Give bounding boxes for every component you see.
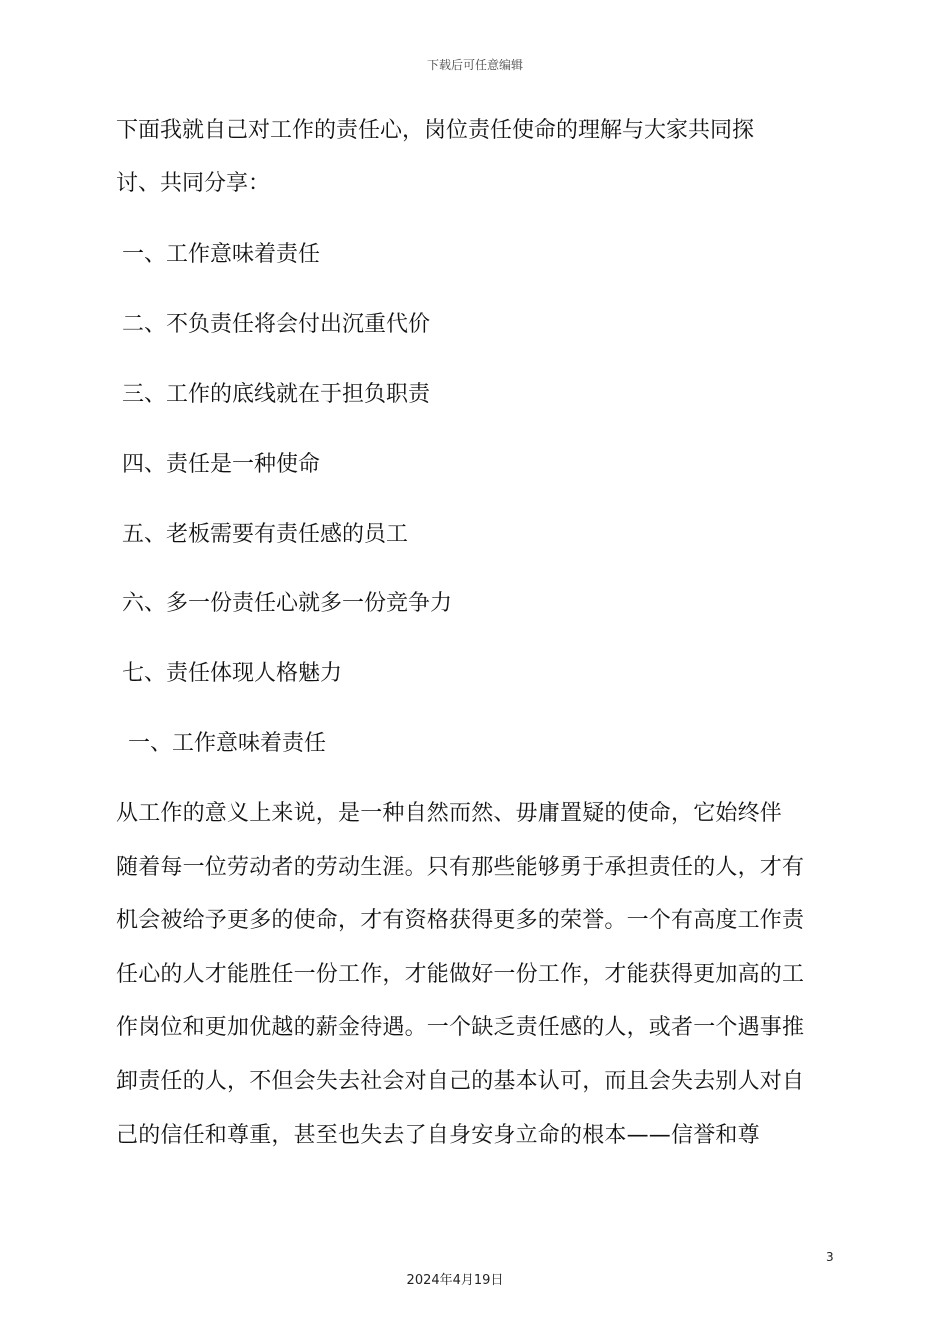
outline-item: 一、工作意味着责任: [122, 242, 321, 267]
outline-item: 五、老板需要有责任感的员工: [122, 522, 409, 547]
page-number: 3: [826, 1250, 834, 1264]
paragraph-line: 任心的人才能胜任一份工作，才能做好一份工作，才能获得更加高的工: [116, 961, 805, 987]
paragraph-line: 己的信任和尊重，甚至也失去了自身安身立命的根本——信誉和尊: [116, 1122, 760, 1148]
intro-paragraph: [116, 114, 836, 220]
section-heading: 一、工作意味着责任: [128, 731, 327, 756]
outline-item: 六、多一份责任心就多一份竞争力: [122, 591, 453, 616]
paragraph-line: 随着每一位劳动者的劳动生涯。只有那些能够勇于承担责任的人，才有: [116, 854, 805, 880]
paragraph-line: 作岗位和更加优越的薪金待遇。一个缺乏责任感的人，或者一个遇事推: [116, 1015, 805, 1041]
outline-item: 三、工作的底线就在于担负职责: [122, 382, 431, 407]
outline-item: 二、不负责任将会付出沉重代价: [122, 312, 431, 337]
outline-item: 四、责任是一种使命: [122, 452, 321, 477]
paragraph-line: 机会被给予更多的使命，才有资格获得更多的荣誉。一个有高度工作责: [116, 908, 805, 934]
intro-line: 讨、共同分享：: [116, 171, 271, 196]
intro-line: 下面我就自己对工作的责任心，岗位责任使命的理解与大家共同探: [116, 118, 755, 143]
outline-item: 七、责任体现人格魅力: [122, 661, 343, 686]
page-header: 下载后可任意编辑: [426, 58, 523, 72]
section-paragraph: [116, 797, 838, 1172]
paragraph-line: 从工作的意义上来说，是一种自然而然、毋庸置疑的使命，它始终伴: [116, 801, 783, 826]
footer-date: 2024年4月19日: [406, 1273, 504, 1288]
paragraph-line: 卸责任的人，不但会失去社会对自己的基本认可，而且会失去别人对自: [116, 1068, 805, 1094]
